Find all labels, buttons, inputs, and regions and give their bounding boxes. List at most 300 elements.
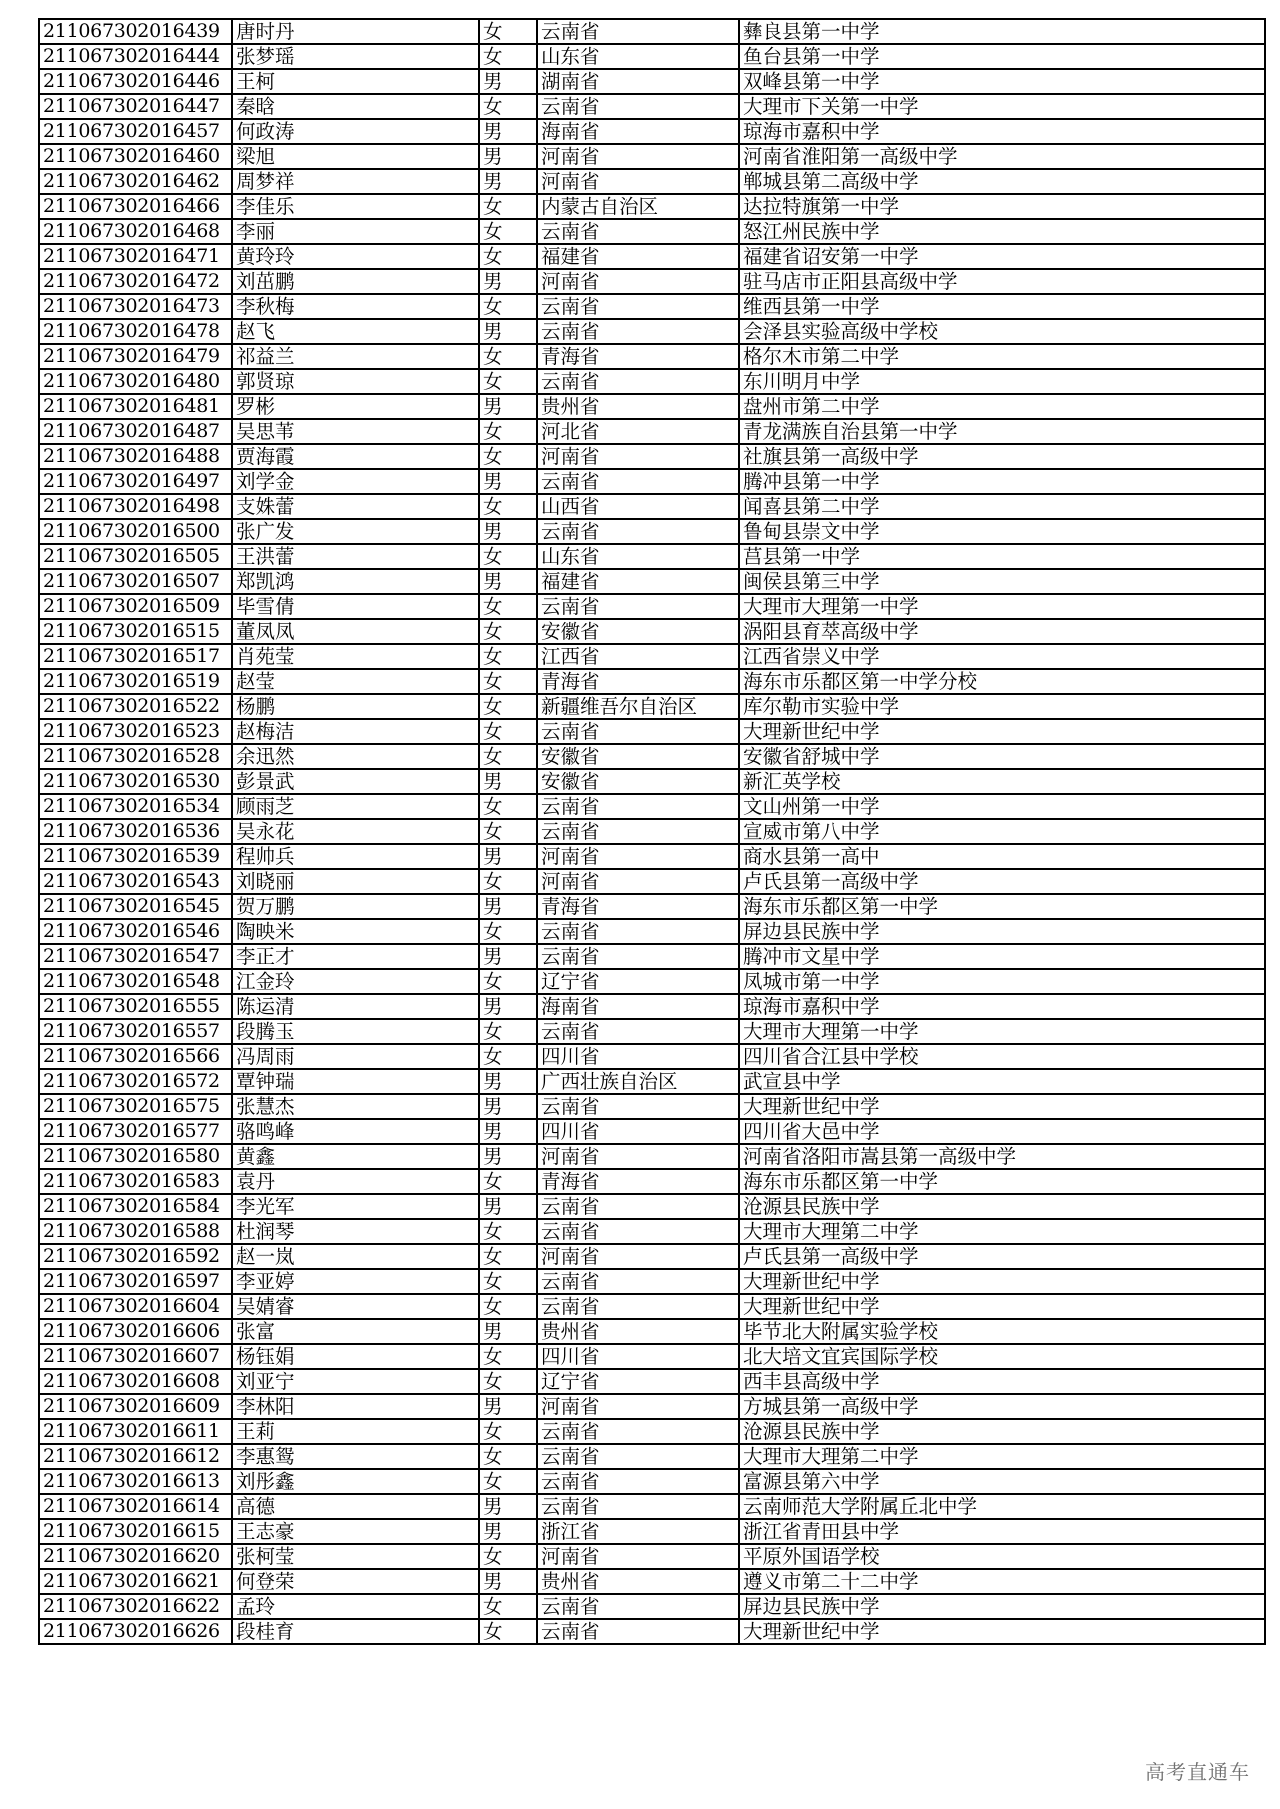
province-cell: 福建省 — [537, 244, 739, 269]
candidate-id-cell: 211067302016597 — [39, 1269, 232, 1294]
table-row — [39, 369, 1265, 394]
province-cell: 河南省 — [537, 844, 739, 869]
gender-cell: 男 — [479, 1069, 537, 1094]
school-cell: 屏边县民族中学 — [739, 1594, 1265, 1619]
school-cell: 武宣县中学 — [739, 1069, 1265, 1094]
school-cell: 毕节北大附属实验学校 — [739, 1319, 1265, 1344]
school-cell: 沧源县民族中学 — [739, 1194, 1265, 1219]
table-row — [39, 1369, 1265, 1394]
table-body — [39, 19, 1265, 1644]
province-cell: 辽宁省 — [537, 1369, 739, 1394]
gender-cell: 女 — [479, 44, 537, 69]
school-cell: 青龙满族自治县第一中学 — [739, 419, 1265, 444]
gender-cell: 男 — [479, 944, 537, 969]
province-cell: 广西壮族自治区 — [537, 1069, 739, 1094]
table-row — [39, 1294, 1265, 1319]
province-cell: 湖南省 — [537, 69, 739, 94]
table-row — [39, 94, 1265, 119]
gender-cell: 男 — [479, 144, 537, 169]
student-name-cell: 李光军 — [232, 1194, 479, 1219]
gender-cell: 女 — [479, 344, 537, 369]
table-row — [39, 1444, 1265, 1469]
province-cell: 河南省 — [537, 269, 739, 294]
school-cell: 北大培文宜宾国际学校 — [739, 1344, 1265, 1369]
province-cell: 河南省 — [537, 169, 739, 194]
gender-cell: 男 — [479, 1569, 537, 1594]
school-cell: 安徽省舒城中学 — [739, 744, 1265, 769]
school-cell: 大理新世纪中学 — [739, 1619, 1265, 1644]
student-name-cell: 贾海霞 — [232, 444, 479, 469]
table-row — [39, 1119, 1265, 1144]
table-row — [39, 969, 1265, 994]
student-name-cell: 赵一岚 — [232, 1244, 479, 1269]
candidate-id-cell: 211067302016613 — [39, 1469, 232, 1494]
candidate-id-cell: 211067302016604 — [39, 1294, 232, 1319]
province-cell: 云南省 — [537, 1419, 739, 1444]
candidate-id-cell: 211067302016536 — [39, 819, 232, 844]
table-row — [39, 544, 1265, 569]
student-name-cell: 祁益兰 — [232, 344, 479, 369]
school-cell: 文山州第一中学 — [739, 794, 1265, 819]
province-cell: 云南省 — [537, 519, 739, 544]
student-name-cell: 高德 — [232, 1494, 479, 1519]
student-name-cell: 支姝蕾 — [232, 494, 479, 519]
candidate-id-cell: 211067302016497 — [39, 469, 232, 494]
table-row — [39, 619, 1265, 644]
student-name-cell: 周梦祥 — [232, 169, 479, 194]
gender-cell: 女 — [479, 1219, 537, 1244]
gender-cell: 男 — [479, 894, 537, 919]
school-cell: 大理新世纪中学 — [739, 1094, 1265, 1119]
table-row — [39, 69, 1265, 94]
table-row — [39, 944, 1265, 969]
province-cell: 四川省 — [537, 1344, 739, 1369]
student-name-cell: 张富 — [232, 1319, 479, 1344]
candidate-id-cell: 211067302016622 — [39, 1594, 232, 1619]
candidate-id-cell: 211067302016548 — [39, 969, 232, 994]
table-row — [39, 994, 1265, 1019]
student-name-cell: 顾雨芝 — [232, 794, 479, 819]
province-cell: 云南省 — [537, 469, 739, 494]
candidate-id-cell: 211067302016607 — [39, 1344, 232, 1369]
candidate-id-cell: 211067302016611 — [39, 1419, 232, 1444]
province-cell: 云南省 — [537, 1269, 739, 1294]
admission-list-table — [38, 18, 1266, 1645]
school-cell: 大理市大理第二中学 — [739, 1444, 1265, 1469]
table-row — [39, 1344, 1265, 1369]
candidate-id-cell: 211067302016606 — [39, 1319, 232, 1344]
gender-cell: 女 — [479, 644, 537, 669]
candidate-id-cell: 211067302016588 — [39, 1219, 232, 1244]
school-cell: 大理市大理第二中学 — [739, 1219, 1265, 1244]
province-cell: 云南省 — [537, 944, 739, 969]
student-name-cell: 梁旭 — [232, 144, 479, 169]
candidate-id-cell: 211067302016583 — [39, 1169, 232, 1194]
province-cell: 河南省 — [537, 444, 739, 469]
school-cell: 宣威市第八中学 — [739, 819, 1265, 844]
candidate-id-cell: 211067302016500 — [39, 519, 232, 544]
student-name-cell: 肖苑莹 — [232, 644, 479, 669]
student-name-cell: 唐时丹 — [232, 19, 479, 44]
table-row — [39, 669, 1265, 694]
province-cell: 青海省 — [537, 669, 739, 694]
province-cell: 青海省 — [537, 1169, 739, 1194]
candidate-id-cell: 211067302016447 — [39, 94, 232, 119]
school-cell: 琼海市嘉积中学 — [739, 994, 1265, 1019]
student-name-cell: 赵梅洁 — [232, 719, 479, 744]
table-row — [39, 1019, 1265, 1044]
candidate-id-cell: 211067302016509 — [39, 594, 232, 619]
province-cell: 河南省 — [537, 869, 739, 894]
table-row — [39, 1069, 1265, 1094]
school-cell: 河南省洛阳市嵩县第一高级中学 — [739, 1144, 1265, 1169]
table-row — [39, 1594, 1265, 1619]
school-cell: 鲁甸县崇文中学 — [739, 519, 1265, 544]
school-cell: 腾冲市文星中学 — [739, 944, 1265, 969]
table-row — [39, 19, 1265, 44]
gender-cell: 女 — [479, 194, 537, 219]
province-cell: 云南省 — [537, 819, 739, 844]
table-row — [39, 444, 1265, 469]
student-name-cell: 何登荣 — [232, 1569, 479, 1594]
school-cell: 海东市乐都区第一中学分校 — [739, 669, 1265, 694]
school-cell: 大理市下关第一中学 — [739, 94, 1265, 119]
watermark: 高考直通车 — [1145, 1760, 1250, 1784]
table-row — [39, 319, 1265, 344]
table-row — [39, 919, 1265, 944]
gender-cell: 女 — [479, 619, 537, 644]
candidate-id-cell: 211067302016528 — [39, 744, 232, 769]
gender-cell: 男 — [479, 1394, 537, 1419]
candidate-id-cell: 211067302016555 — [39, 994, 232, 1019]
table-row — [39, 1169, 1265, 1194]
candidate-id-cell: 211067302016488 — [39, 444, 232, 469]
candidate-id-cell: 211067302016487 — [39, 419, 232, 444]
candidate-id-cell: 211067302016609 — [39, 1394, 232, 1419]
gender-cell: 男 — [479, 1194, 537, 1219]
table-row — [39, 769, 1265, 794]
student-name-cell: 孟玲 — [232, 1594, 479, 1619]
gender-cell: 女 — [479, 1594, 537, 1619]
student-name-cell: 江金玲 — [232, 969, 479, 994]
student-name-cell: 袁丹 — [232, 1169, 479, 1194]
table-row — [39, 644, 1265, 669]
candidate-id-cell: 211067302016547 — [39, 944, 232, 969]
candidate-id-cell: 211067302016543 — [39, 869, 232, 894]
province-cell: 青海省 — [537, 894, 739, 919]
school-cell: 彝良县第一中学 — [739, 19, 1265, 44]
gender-cell: 男 — [479, 519, 537, 544]
student-name-cell: 张柯莹 — [232, 1544, 479, 1569]
table-row — [39, 419, 1265, 444]
candidate-id-cell: 211067302016498 — [39, 494, 232, 519]
school-cell: 达拉特旗第一中学 — [739, 194, 1265, 219]
school-cell: 大理新世纪中学 — [739, 719, 1265, 744]
table-row — [39, 1569, 1265, 1594]
table-row — [39, 1244, 1265, 1269]
student-name-cell: 王柯 — [232, 69, 479, 94]
province-cell: 山东省 — [537, 44, 739, 69]
school-cell: 双峰县第一中学 — [739, 69, 1265, 94]
gender-cell: 女 — [479, 1044, 537, 1069]
school-cell: 东川明月中学 — [739, 369, 1265, 394]
school-cell: 鱼台县第一中学 — [739, 44, 1265, 69]
gender-cell: 女 — [479, 1169, 537, 1194]
school-cell: 会泽县实验高级中学校 — [739, 319, 1265, 344]
admission-list-table-container — [38, 18, 1264, 1645]
gender-cell: 女 — [479, 794, 537, 819]
gender-cell: 女 — [479, 969, 537, 994]
student-name-cell: 刘亚宁 — [232, 1369, 479, 1394]
student-name-cell: 覃钟瑞 — [232, 1069, 479, 1094]
gender-cell: 女 — [479, 669, 537, 694]
gender-cell: 女 — [479, 1019, 537, 1044]
table-row — [39, 194, 1265, 219]
student-name-cell: 赵飞 — [232, 319, 479, 344]
province-cell: 贵州省 — [537, 1319, 739, 1344]
student-name-cell: 刘茁鹏 — [232, 269, 479, 294]
student-name-cell: 李丽 — [232, 219, 479, 244]
gender-cell: 女 — [479, 694, 537, 719]
gender-cell: 女 — [479, 369, 537, 394]
gender-cell: 男 — [479, 269, 537, 294]
province-cell: 海南省 — [537, 119, 739, 144]
candidate-id-cell: 211067302016592 — [39, 1244, 232, 1269]
table-row — [39, 744, 1265, 769]
school-cell: 新汇英学校 — [739, 769, 1265, 794]
table-row — [39, 719, 1265, 744]
school-cell: 大理新世纪中学 — [739, 1294, 1265, 1319]
candidate-id-cell: 211067302016522 — [39, 694, 232, 719]
student-name-cell: 李秋梅 — [232, 294, 479, 319]
school-cell: 琼海市嘉积中学 — [739, 119, 1265, 144]
student-name-cell: 张慧杰 — [232, 1094, 479, 1119]
province-cell: 云南省 — [537, 1594, 739, 1619]
gender-cell: 男 — [479, 119, 537, 144]
gender-cell: 女 — [479, 1544, 537, 1569]
candidate-id-cell: 211067302016621 — [39, 1569, 232, 1594]
gender-cell: 男 — [479, 769, 537, 794]
student-name-cell: 毕雪倩 — [232, 594, 479, 619]
province-cell: 河南省 — [537, 1544, 739, 1569]
student-name-cell: 王莉 — [232, 1419, 479, 1444]
gender-cell: 女 — [479, 1619, 537, 1644]
school-cell: 沧源县民族中学 — [739, 1419, 1265, 1444]
gender-cell: 女 — [479, 219, 537, 244]
table-row — [39, 294, 1265, 319]
gender-cell: 女 — [479, 1419, 537, 1444]
gender-cell: 女 — [479, 1344, 537, 1369]
gender-cell: 男 — [479, 69, 537, 94]
gender-cell: 男 — [479, 1144, 537, 1169]
table-row — [39, 469, 1265, 494]
table-row — [39, 494, 1265, 519]
province-cell: 河南省 — [537, 1244, 739, 1269]
student-name-cell: 张广发 — [232, 519, 479, 544]
student-name-cell: 刘晓丽 — [232, 869, 479, 894]
gender-cell: 女 — [479, 444, 537, 469]
province-cell: 青海省 — [537, 344, 739, 369]
candidate-id-cell: 211067302016615 — [39, 1519, 232, 1544]
school-cell: 卢氏县第一高级中学 — [739, 1244, 1265, 1269]
student-name-cell: 程帅兵 — [232, 844, 479, 869]
student-name-cell: 刘彤鑫 — [232, 1469, 479, 1494]
table-row — [39, 169, 1265, 194]
gender-cell: 男 — [479, 1094, 537, 1119]
candidate-id-cell: 211067302016572 — [39, 1069, 232, 1094]
student-name-cell: 何政涛 — [232, 119, 479, 144]
table-row — [39, 894, 1265, 919]
student-name-cell: 骆鸣峰 — [232, 1119, 479, 1144]
candidate-id-cell: 211067302016505 — [39, 544, 232, 569]
gender-cell: 女 — [479, 244, 537, 269]
province-cell: 河南省 — [537, 144, 739, 169]
candidate-id-cell: 211067302016519 — [39, 669, 232, 694]
table-row — [39, 219, 1265, 244]
province-cell: 浙江省 — [537, 1519, 739, 1544]
candidate-id-cell: 211067302016480 — [39, 369, 232, 394]
candidate-id-cell: 211067302016534 — [39, 794, 232, 819]
table-row — [39, 1319, 1265, 1344]
gender-cell: 女 — [479, 19, 537, 44]
candidate-id-cell: 211067302016446 — [39, 69, 232, 94]
candidate-id-cell: 211067302016577 — [39, 1119, 232, 1144]
school-cell: 四川省合江县中学校 — [739, 1044, 1265, 1069]
school-cell: 大理新世纪中学 — [739, 1269, 1265, 1294]
gender-cell: 女 — [479, 919, 537, 944]
table-row — [39, 869, 1265, 894]
province-cell: 河北省 — [537, 419, 739, 444]
school-cell: 卢氏县第一高级中学 — [739, 869, 1265, 894]
table-row — [39, 1144, 1265, 1169]
student-name-cell: 张梦瑶 — [232, 44, 479, 69]
province-cell: 云南省 — [537, 1444, 739, 1469]
gender-cell: 女 — [479, 819, 537, 844]
school-cell: 江西省崇义中学 — [739, 644, 1265, 669]
province-cell: 云南省 — [537, 219, 739, 244]
candidate-id-cell: 211067302016612 — [39, 1444, 232, 1469]
province-cell: 云南省 — [537, 19, 739, 44]
candidate-id-cell: 211067302016584 — [39, 1194, 232, 1219]
student-name-cell: 王洪蕾 — [232, 544, 479, 569]
table-row — [39, 1269, 1265, 1294]
school-cell: 腾冲县第一中学 — [739, 469, 1265, 494]
school-cell: 闽侯县第三中学 — [739, 569, 1265, 594]
school-cell: 遵义市第二十二中学 — [739, 1569, 1265, 1594]
school-cell: 格尔木市第二中学 — [739, 344, 1265, 369]
gender-cell: 女 — [479, 869, 537, 894]
candidate-id-cell: 211067302016523 — [39, 719, 232, 744]
candidate-id-cell: 211067302016515 — [39, 619, 232, 644]
province-cell: 内蒙古自治区 — [537, 194, 739, 219]
school-cell: 库尔勒市实验中学 — [739, 694, 1265, 719]
student-name-cell: 李亚婷 — [232, 1269, 479, 1294]
province-cell: 山东省 — [537, 544, 739, 569]
school-cell: 郸城县第二高级中学 — [739, 169, 1265, 194]
student-name-cell: 贺万鹏 — [232, 894, 479, 919]
student-name-cell: 黄鑫 — [232, 1144, 479, 1169]
school-cell: 平原外国语学校 — [739, 1544, 1265, 1569]
province-cell: 云南省 — [537, 1019, 739, 1044]
student-name-cell: 李林阳 — [232, 1394, 479, 1419]
table-row — [39, 1394, 1265, 1419]
province-cell: 河南省 — [537, 1144, 739, 1169]
province-cell: 福建省 — [537, 569, 739, 594]
province-cell: 云南省 — [537, 794, 739, 819]
province-cell: 贵州省 — [537, 1569, 739, 1594]
candidate-id-cell: 211067302016566 — [39, 1044, 232, 1069]
gender-cell: 女 — [479, 544, 537, 569]
school-cell: 大理市大理第一中学 — [739, 1019, 1265, 1044]
gender-cell: 男 — [479, 319, 537, 344]
gender-cell: 男 — [479, 1119, 537, 1144]
gender-cell: 男 — [479, 1319, 537, 1344]
student-name-cell: 秦晗 — [232, 94, 479, 119]
student-name-cell: 李正才 — [232, 944, 479, 969]
school-cell: 屏边县民族中学 — [739, 919, 1265, 944]
gender-cell: 女 — [479, 1269, 537, 1294]
school-cell: 河南省淮阳第一高级中学 — [739, 144, 1265, 169]
student-name-cell: 郭贤琼 — [232, 369, 479, 394]
table-row — [39, 819, 1265, 844]
gender-cell: 男 — [479, 169, 537, 194]
province-cell: 山西省 — [537, 494, 739, 519]
school-cell: 浙江省青田县中学 — [739, 1519, 1265, 1544]
province-cell: 安徽省 — [537, 744, 739, 769]
candidate-id-cell: 211067302016608 — [39, 1369, 232, 1394]
student-name-cell: 董凤凤 — [232, 619, 479, 644]
student-name-cell: 王志豪 — [232, 1519, 479, 1544]
student-name-cell: 冯周雨 — [232, 1044, 479, 1069]
candidate-id-cell: 211067302016580 — [39, 1144, 232, 1169]
table-row — [39, 594, 1265, 619]
gender-cell: 女 — [479, 1244, 537, 1269]
table-row — [39, 1194, 1265, 1219]
table-row — [39, 1044, 1265, 1069]
student-name-cell: 杜润琴 — [232, 1219, 479, 1244]
gender-cell: 女 — [479, 719, 537, 744]
province-cell: 四川省 — [537, 1044, 739, 1069]
province-cell: 云南省 — [537, 369, 739, 394]
province-cell: 云南省 — [537, 1094, 739, 1119]
candidate-id-cell: 211067302016545 — [39, 894, 232, 919]
table-row — [39, 1094, 1265, 1119]
candidate-id-cell: 211067302016444 — [39, 44, 232, 69]
student-name-cell: 黄玲玲 — [232, 244, 479, 269]
gender-cell: 女 — [479, 1294, 537, 1319]
candidate-id-cell: 211067302016468 — [39, 219, 232, 244]
province-cell: 江西省 — [537, 644, 739, 669]
student-name-cell: 郑凯鸿 — [232, 569, 479, 594]
province-cell: 云南省 — [537, 319, 739, 344]
gender-cell: 男 — [479, 994, 537, 1019]
province-cell: 安徽省 — [537, 619, 739, 644]
province-cell: 四川省 — [537, 1119, 739, 1144]
school-cell: 怒江州民族中学 — [739, 219, 1265, 244]
table-row — [39, 694, 1265, 719]
school-cell: 维西县第一中学 — [739, 294, 1265, 319]
province-cell: 云南省 — [537, 1494, 739, 1519]
gender-cell: 男 — [479, 569, 537, 594]
table-row — [39, 1544, 1265, 1569]
school-cell: 涡阳县育萃高级中学 — [739, 619, 1265, 644]
candidate-id-cell: 211067302016530 — [39, 769, 232, 794]
table-row — [39, 44, 1265, 69]
table-row — [39, 244, 1265, 269]
gender-cell: 女 — [479, 94, 537, 119]
gender-cell: 男 — [479, 469, 537, 494]
student-name-cell: 赵莹 — [232, 669, 479, 694]
